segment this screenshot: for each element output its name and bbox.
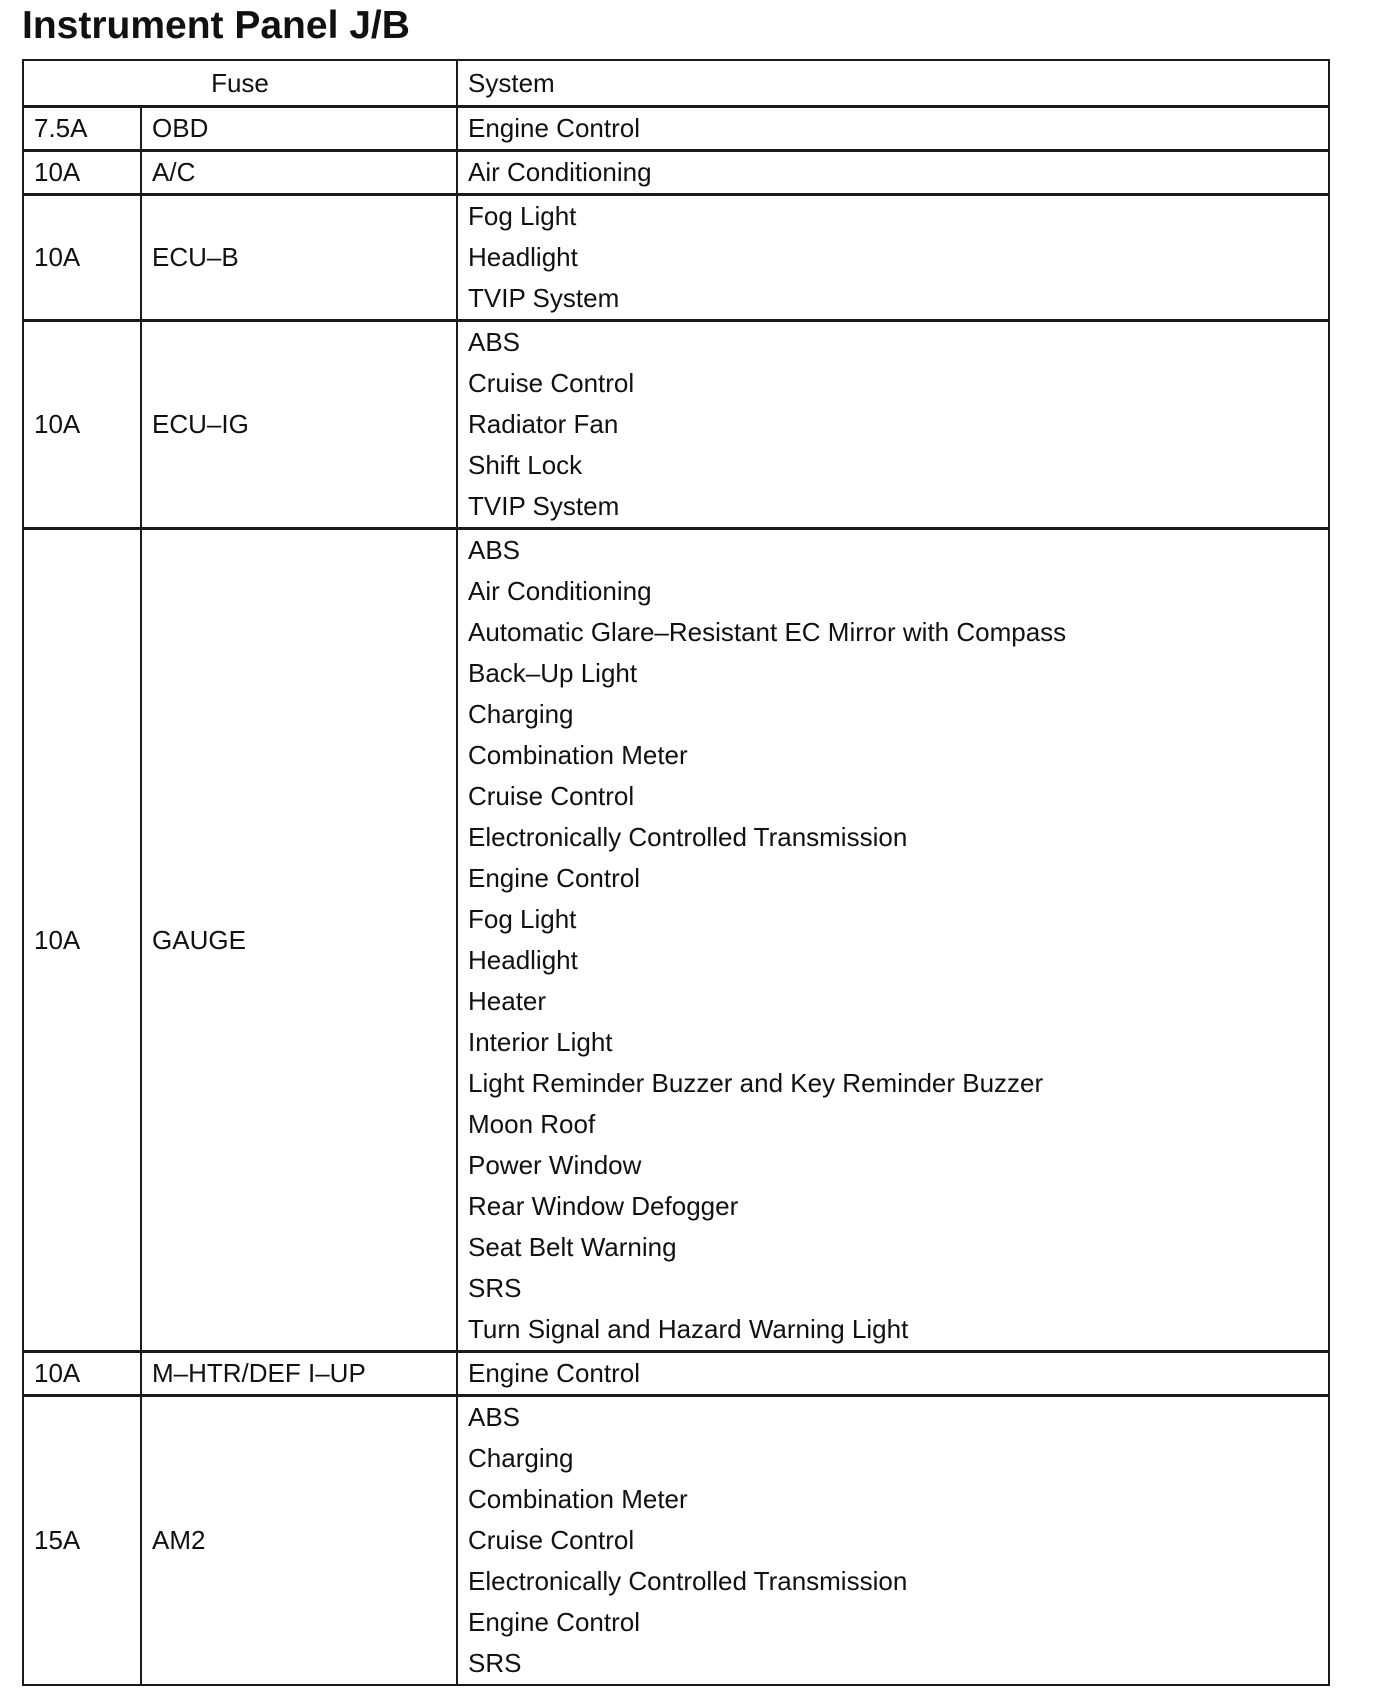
fuse-name: ECU–IG xyxy=(141,321,457,529)
fuse-systems-cell xyxy=(457,529,1329,1352)
system-list xyxy=(468,530,1318,1350)
system-item: Shift Lock xyxy=(468,450,583,480)
fuse-systems-cell xyxy=(457,107,1329,151)
system-item: ABS xyxy=(468,1402,521,1432)
system-item: Power Window xyxy=(468,1150,642,1180)
table-row xyxy=(23,529,1329,1352)
page-title: Instrument Panel J/B xyxy=(22,4,410,47)
system-item: Charging xyxy=(468,699,574,729)
system-list xyxy=(468,322,1318,527)
system-list xyxy=(468,196,1318,319)
system-item: Fog Light xyxy=(468,904,577,934)
system-item: Turn Signal and Hazard Warning Light xyxy=(468,1314,909,1344)
system-item: Back–Up Light xyxy=(468,658,638,688)
fuse-amperage: 10A xyxy=(23,321,141,529)
fuse-systems-cell xyxy=(457,151,1329,195)
system-list xyxy=(468,1353,1318,1394)
system-item: Electronically Controlled Transmission xyxy=(468,822,908,852)
system-item: Combination Meter xyxy=(468,1484,688,1514)
system-item: Light Reminder Buzzer and Key Reminder Buzzer xyxy=(468,1068,1044,1098)
fuse-amperage: 10A xyxy=(23,151,141,195)
system-item: Engine Control xyxy=(468,1607,640,1637)
system-item: Radiator Fan xyxy=(468,409,619,439)
fuse-table xyxy=(22,59,1330,1686)
table-row xyxy=(23,151,1329,195)
system-item: Seat Belt Warning xyxy=(468,1232,677,1262)
fuse-systems-cell xyxy=(457,1396,1329,1686)
fuse-amperage: 10A xyxy=(23,195,141,321)
fuse-name: GAUGE xyxy=(141,529,457,1352)
system-column-header: System xyxy=(457,60,1329,107)
fuse-amperage: 15A xyxy=(23,1396,141,1686)
fuse-column-header: Fuse xyxy=(23,60,457,107)
system-item: SRS xyxy=(468,1273,522,1303)
system-item: Heater xyxy=(468,986,547,1016)
table-row xyxy=(23,107,1329,151)
fuse-systems-cell xyxy=(457,195,1329,321)
fuse-systems-cell xyxy=(457,321,1329,529)
system-item: ABS xyxy=(468,327,521,357)
system-item: Air Conditioning xyxy=(468,157,652,187)
table-row xyxy=(23,195,1329,321)
fuse-name: AM2 xyxy=(141,1396,457,1686)
system-item: Charging xyxy=(468,1443,574,1473)
fuse-name: M–HTR/DEF I–UP xyxy=(141,1352,457,1396)
system-item: Engine Control xyxy=(468,863,640,893)
system-list xyxy=(468,152,1318,193)
fuse-amperage: 7.5A xyxy=(23,107,141,151)
system-item: Combination Meter xyxy=(468,740,688,770)
system-item: Headlight xyxy=(468,242,578,272)
system-item: Interior Light xyxy=(468,1027,613,1057)
table-row xyxy=(23,321,1329,529)
fuse-amperage: 10A xyxy=(23,1352,141,1396)
fuse-name: A/C xyxy=(141,151,457,195)
header-row xyxy=(23,60,1329,107)
system-item: TVIP System xyxy=(468,283,620,313)
system-item: ABS xyxy=(468,535,521,565)
table-body xyxy=(23,107,1329,1686)
system-item: Rear Window Defogger xyxy=(468,1191,739,1221)
system-item: SRS xyxy=(468,1648,522,1678)
system-item: Automatic Glare–Resistant EC Mirror with Compass xyxy=(468,617,1067,647)
system-item: Cruise Control xyxy=(468,368,635,398)
table-row xyxy=(23,1396,1329,1686)
table-header xyxy=(23,60,1329,107)
system-item: Moon Roof xyxy=(468,1109,596,1139)
system-item: Engine Control xyxy=(468,113,640,143)
system-item: Electronically Controlled Transmission xyxy=(468,1566,908,1596)
system-item: TVIP System xyxy=(468,491,620,521)
fuse-amperage: 10A xyxy=(23,529,141,1352)
system-list xyxy=(468,1397,1318,1684)
system-item: Fog Light xyxy=(468,201,577,231)
system-list xyxy=(468,108,1318,149)
fuse-systems-cell xyxy=(457,1352,1329,1396)
system-item: Engine Control xyxy=(468,1358,640,1388)
system-item: Cruise Control xyxy=(468,1525,635,1555)
system-item: Cruise Control xyxy=(468,781,635,811)
fuse-name: OBD xyxy=(141,107,457,151)
system-item: Air Conditioning xyxy=(468,576,652,606)
table-row xyxy=(23,1352,1329,1396)
system-item: Headlight xyxy=(468,945,578,975)
fuse-name: ECU–B xyxy=(141,195,457,321)
